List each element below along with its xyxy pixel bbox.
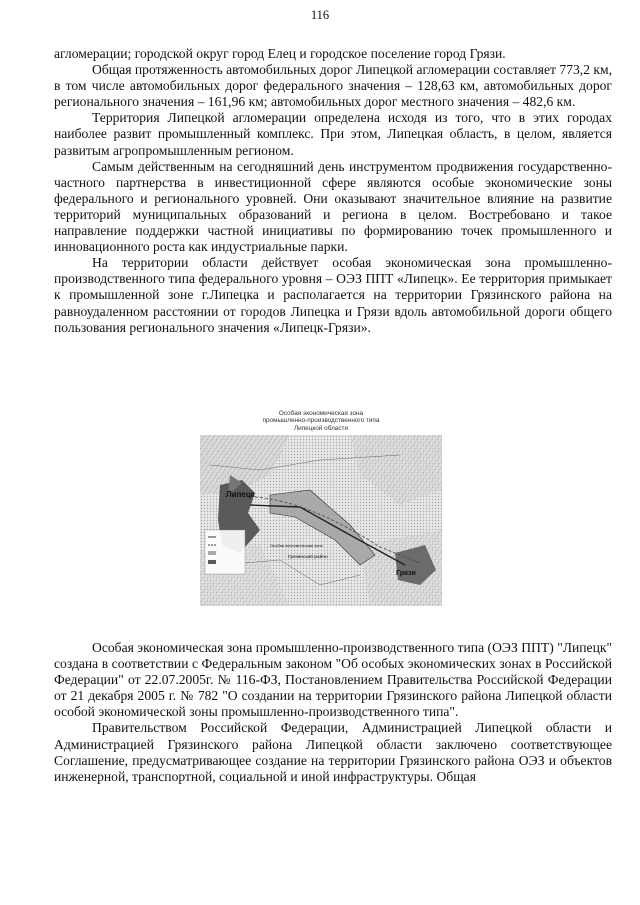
map-title-line: Липецкой области [293,424,349,432]
map-title-line: Особая экономическая зона [278,410,364,417]
map-legend-mark [208,560,216,564]
gryazi-label: Грязи [396,570,416,577]
sez-map-image [200,435,442,606]
paragraph: Общая протяженность автомобильных дорог Липецкой агломерации составляет 773,2 км, в том числе автомобильных дорог федерального значения – 128,63 км, автомобильных дорог регионального значения – 161,96 км; автомобильных дорог местного значения – 482,6 км. [54,62,612,110]
lipetsk-label: Липецк [226,490,255,499]
map-legend-mark [208,551,216,555]
sez-map-figure [200,410,442,606]
page-number: 116 [310,8,330,22]
district-label: Грязинский район [288,555,328,560]
zone-label: Особая экономическая зона [270,543,323,548]
paragraph: агломерации; городской округ город Елец и городское поселение город Грязи. [54,46,506,61]
map-title [200,410,442,432]
paragraph: Правительством Российской Федерации, Администрацией Липецкой области и Администрацией Грязинского района Липецкой области заключено соответствующее Соглашение, предусматривающее создание на территории Грязинского района ОЭЗ и объектов инженерной, транспортной, социальной и иной инфраструктуры. Общая [54,720,612,784]
map-title-line: промышленно-производственного типа [262,417,380,425]
text-block-bottom [54,640,612,785]
paragraph: Особая экономическая зона промышленно-производственного типа (ОЭЗ ППТ) "Липецк" создана в соответствии с Федеральным законом "Об особых экономических зонах в Российской Федерации" от 22.07.2005г. № 116-ФЗ, Постановлением Правительства Российской Федерации от 21 декабря 2005 г. № 782 "О создании на территории Грязинского района Липецкой области особой экономической зоны промышленно-производственного типа". [54,640,612,720]
paragraph: Самым действенным на сегодняшний день инструментом продвижения государственно-частного партнерства в инвестиционной сфере являются особые экономические зоны федерального и регионального уровней. Они оказывают значительное влияние на развитие территорий муниципальных образований и региона в целом. Востребовано и такое направление поддержки частной инициативы по формированию точек промышленного и инновационного роста как индустриальные парки. [54,158,612,255]
paragraph: На территории области действует особая экономическая зона промышленно-производственного типа федерального уровня – ОЭЗ ППТ «Липецк». Ее территория примыкает к промышленной зоне г.Липецка и располагается на территории Грязинского района на равноудаленном расстоянии от городов Липецка и Грязи вдоль автомобильной дороги общего пользования регионального значения «Липецк-Грязи». [54,255,612,335]
text-block-top [54,46,612,336]
paragraph: Территория Липецкой агломерации определена исходя из того, что в этих городах наиболее развит промышленный комплекс. При этом, Липецкая область, в целом, является развитым агропромышленным регионом. [54,110,612,158]
